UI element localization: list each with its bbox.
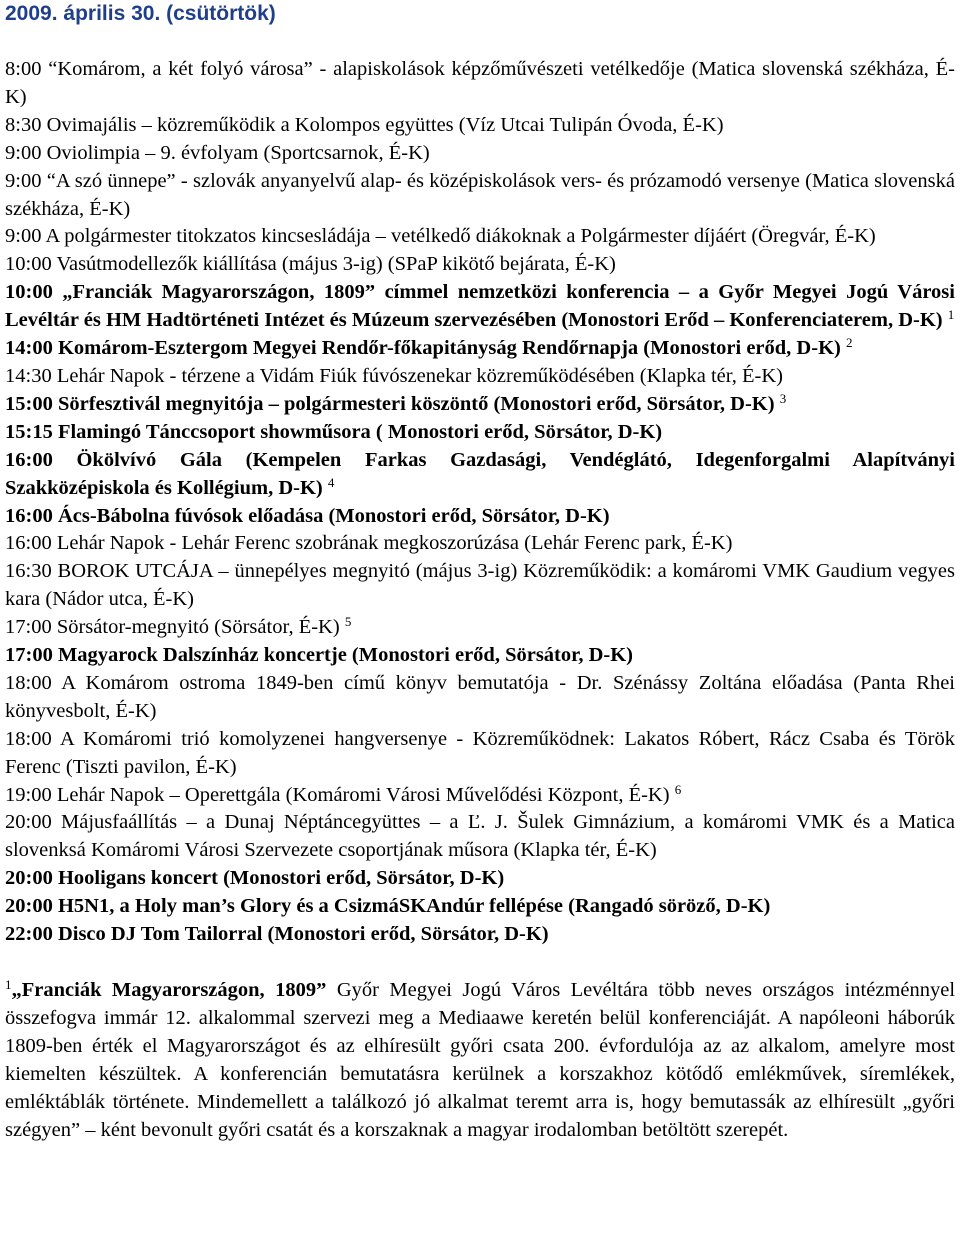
footnote-ref: 3 xyxy=(779,390,787,406)
date-heading: 2009. április 30. (csütörtök) xyxy=(5,2,276,25)
event-item xyxy=(5,614,955,642)
event-item xyxy=(5,530,955,558)
event-text: 22:00 Disco DJ Tom Tailorral (Monostori erőd, Sörsátor, D-K) xyxy=(5,923,549,946)
event-item xyxy=(5,140,955,168)
footnote-body: Győr Megyei Jogú Város Levéltára több neves országos intézménnyel összefogva immár 12. alkalommal szervezi meg a Mediaawe keretén belül konferenciáját. A napóleoni háborúk 1809-ben érték el Magyarországot és az elhíresült győri csata 200. évfordulója az az alkalom, amelyre most kiemelten készültek. A konferencián bemutatásra kerülnek a korszakhoz kötődő emlékművek, síremlékek, emléktáblák története. Mindemellett a találkozó jó alkalmat teremt arra is, hogy bemutassák az elhíresült „győri szégyen” – ként bevonult győri csatát és a korszaknak a magyar irodalomban betöltött szerepét. xyxy=(5,979,956,1141)
event-text: 16:30 BOROK UTCÁJA – ünnepélyes megnyitó (május 3-ig) Közreműködik: a komáromi VMK Gaudium vegyes kara (Nádor utca, É-K) xyxy=(5,560,955,611)
event-text: 15:00 Sörfesztivál megnyitója – polgármesteri köszöntő (Monostori erőd, Sörsátor, D-K) xyxy=(5,392,775,415)
event-item xyxy=(5,921,955,949)
event-text: 14:00 Komárom-Esztergom Megyei Rendőr-főkapitányság Rendőrnapja (Monostori erőd, D-K) xyxy=(5,337,841,360)
footnote xyxy=(5,977,955,1144)
event-text: 16:00 Ökölvívó Gála (Kempelen Farkas Gazdasági, Vendéglátó, Idegenforgalmi Alapítványi Szakközépiskola és Kollégium, D-K) xyxy=(5,448,955,499)
footnote-ref: 5 xyxy=(344,614,352,630)
event-text: 8:00 “Komárom, a két folyó városa” - alapiskolások képzőművészeti vetélkedője (Matica slovenská székháza, É-K) xyxy=(5,58,955,108)
event-text: 19:00 Lehár Napok – Operettgála (Komáromi Városi Művelődési Központ, É-K) xyxy=(5,783,670,806)
event-item xyxy=(5,223,955,251)
event-text: 20:00 Hooligans koncert (Monostori erőd, Sörsátor, D-K) xyxy=(5,867,505,890)
event-item xyxy=(5,865,955,893)
event-text: 20:00 Májusfaállítás – a Dunaj Néptáncegyüttes – a Ľ. J. Šulek Gimnázium, a komáromi VMK és a Matica slovenksá Komáromi Városi Szervezete csoportjának műsora (Klapka tér, É-K) xyxy=(5,811,955,862)
event-item xyxy=(5,279,955,335)
event-text: 16:00 Ács-Bábolna fúvósok előadása (Monostori erőd, Sörsátor, D-K) xyxy=(5,504,610,527)
event-item xyxy=(5,642,955,670)
event-item xyxy=(5,893,955,921)
footnote-ref: 4 xyxy=(327,474,335,490)
event-item xyxy=(5,670,955,726)
event-item xyxy=(5,419,955,447)
event-item xyxy=(5,56,955,112)
document-page xyxy=(5,0,955,1144)
event-text: 9:00 Oviolimpia – 9. évfolyam (Sportcsarnok, É-K) xyxy=(5,141,430,164)
spacer xyxy=(5,28,955,56)
event-text: 9:00 A polgármester titokzatos kincsesládája – vetélkedő diákoknak a Polgármester díjáért (Öregvár, É-K) xyxy=(5,225,876,248)
event-item xyxy=(5,726,955,782)
event-item xyxy=(5,363,955,391)
event-text: 17:00 Sörsátor-megnyitó (Sörsátor, É-K) xyxy=(5,616,340,639)
event-item xyxy=(5,558,955,614)
event-item xyxy=(5,251,955,279)
event-item xyxy=(5,447,955,503)
event-item xyxy=(5,809,955,865)
event-text: 8:30 Ovimajális – közreműködik a Kolompos együttes (Víz Utcai Tulipán Óvoda, É-K) xyxy=(5,113,724,136)
event-text: 20:00 H5N1, a Holy man’s Glory és a CsizmáSKAndúr fellépése (Rangadó söröző, D-K) xyxy=(5,895,771,918)
event-text: 10:00 Vasútmodellezők kiállítása (május 3-ig) (SPaP kikötő bejárata, É-K) xyxy=(5,253,616,276)
event-list xyxy=(5,56,955,949)
event-item xyxy=(5,112,955,140)
footnote-number: 1 xyxy=(5,977,12,992)
event-text: 17:00 Magyarock Dalszínház koncertje (Monostori erőd, Sörsátor, D-K) xyxy=(5,644,634,667)
event-text: 18:00 A Komárom ostroma 1849-ben című könyv bemutatója - Dr. Szénássy Zoltána előadása (Panta Rhei könyvesbolt, É-K) xyxy=(5,671,955,722)
event-text: 9:00 “A szó ünnepe” - szlovák anyanyelvű alap- és középiskolások vers- és prózamodó versenye (Matica slovenská székháza, É-K) xyxy=(5,169,955,220)
event-item xyxy=(5,391,955,419)
event-text: 10:00 „Franciák Magyarországon, 1809” címmel nemzetközi konferencia – a Győr Megyei Jogú Városi Levéltár és HM Hadtörténeti Intézet és Múzeum szervezésében (Monostori Erőd – Konferenciaterem, D-K) xyxy=(5,281,955,332)
footnote-ref: 2 xyxy=(845,335,853,351)
event-item xyxy=(5,503,955,531)
footnote-ref: 1 xyxy=(947,307,955,323)
spacer xyxy=(5,949,955,977)
footnote-title: „Franciák Magyarországon, 1809” xyxy=(11,979,327,1001)
event-text: 15:15 Flamingó Tánccsoport showműsora ( Monostori erőd, Sörsátor, D-K) xyxy=(5,420,663,443)
event-item xyxy=(5,335,955,363)
event-item xyxy=(5,782,955,810)
event-text: 14:30 Lehár Napok - térzene a Vidám Fiúk fúvószenekar közreműködésében (Klapka tér, É-K) xyxy=(5,364,783,387)
event-text: 18:00 A Komáromi trió komolyzenei hangversenye - Közreműködnek: Lakatos Róbert, Rácz Csaba és Török Ferenc (Tiszti pavilon, É-K) xyxy=(5,727,955,778)
footnote-ref: 6 xyxy=(674,781,682,797)
event-text: 16:00 Lehár Napok - Lehár Ferenc szobrának megkoszorúzása (Lehár Ferenc park, É-K) xyxy=(5,532,733,555)
event-item xyxy=(5,168,955,224)
